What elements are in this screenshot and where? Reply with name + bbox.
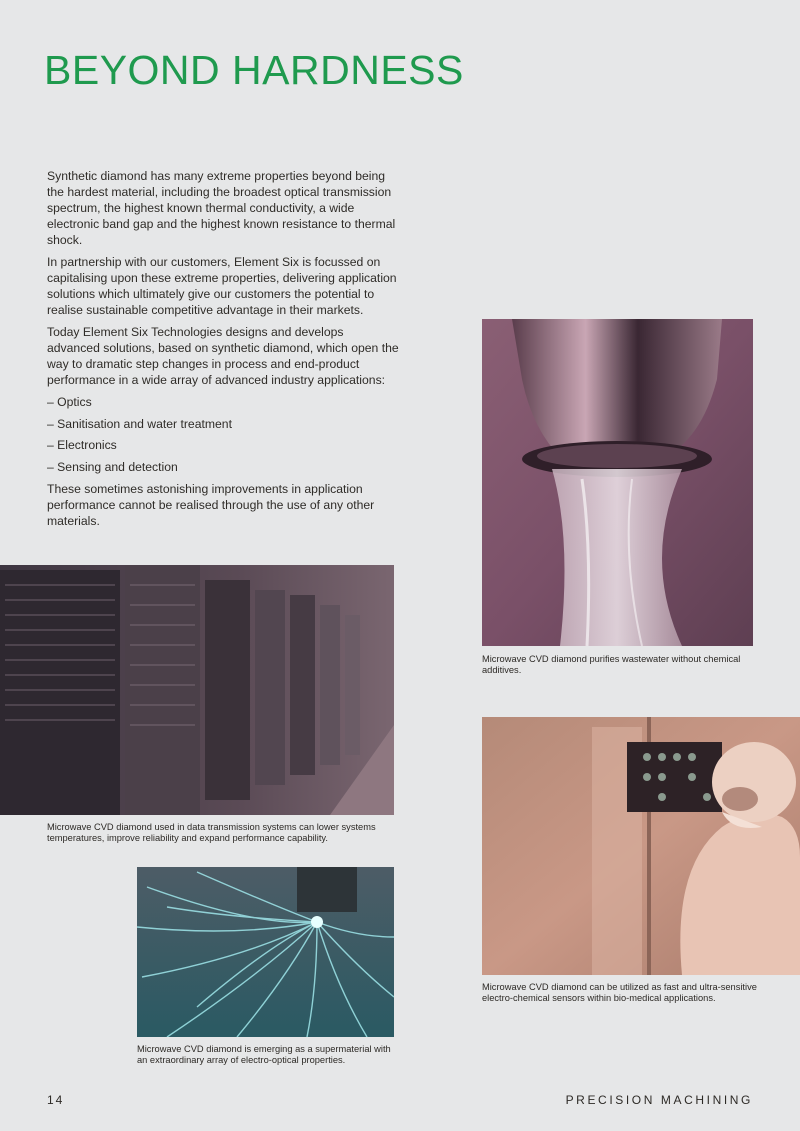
paragraph-partnership: In partnership with our customers, Element Six is focussed on capitalising upon these extreme properties, delivering application solutions which ultimately give our customers the potential to realise sustainable competitive advantage in their markets.: [47, 255, 397, 317]
list-item: – Electronics: [47, 438, 117, 452]
body-text: [47, 168, 399, 535]
water-caption: Microwave CVD diamond purifies wastewater without chemical additives.: [482, 654, 741, 675]
list-item: – Sanitisation and water treatment: [47, 416, 232, 431]
paragraph-closing: These sometimes astonishing improvements in application performance cannot be realised through the use of any other materials.: [47, 481, 375, 528]
paragraph-solutions: Today Element Six Technologies designs and develops advanced solutions, based on synthetic diamond, which open the way to dramatic step changes in process and end-product performance in a wide array of advanced industry applications:: [47, 325, 399, 387]
lab-caption: Microwave CVD diamond can be utilized as fast and ultra-sensitive electro-chemical sensors within bio-medical applications.: [482, 982, 757, 1003]
page-number: 14: [47, 1093, 65, 1107]
paragraph-intro: Synthetic diamond has many extreme properties beyond being the hardest material, including the broadest optical transmission spectrum, the highest known thermal conductivity, a wide electronic band gap and the highest known resistance to thermal shock.: [47, 169, 396, 247]
list-item: – Optics: [47, 395, 92, 409]
applications-list: [47, 394, 399, 475]
water-faucet-photo: [482, 319, 753, 646]
servers-caption: Microwave CVD diamond used in data transmission systems can lower systems temperatures, improve reliability and expand performance capability.: [47, 822, 376, 843]
laser-cutting-photo: [137, 867, 394, 1037]
lab-photo: [482, 717, 800, 975]
page-title: BEYOND HARDNESS: [44, 47, 464, 93]
section-title: PRECISION MACHINING: [565, 1093, 753, 1107]
list-item: – Sensing and detection: [47, 459, 178, 474]
laser-caption: Microwave CVD diamond is emerging as a supermaterial with an extraordinary array of electro-optical properties.: [137, 1044, 391, 1065]
server-room-photo: [0, 565, 394, 815]
